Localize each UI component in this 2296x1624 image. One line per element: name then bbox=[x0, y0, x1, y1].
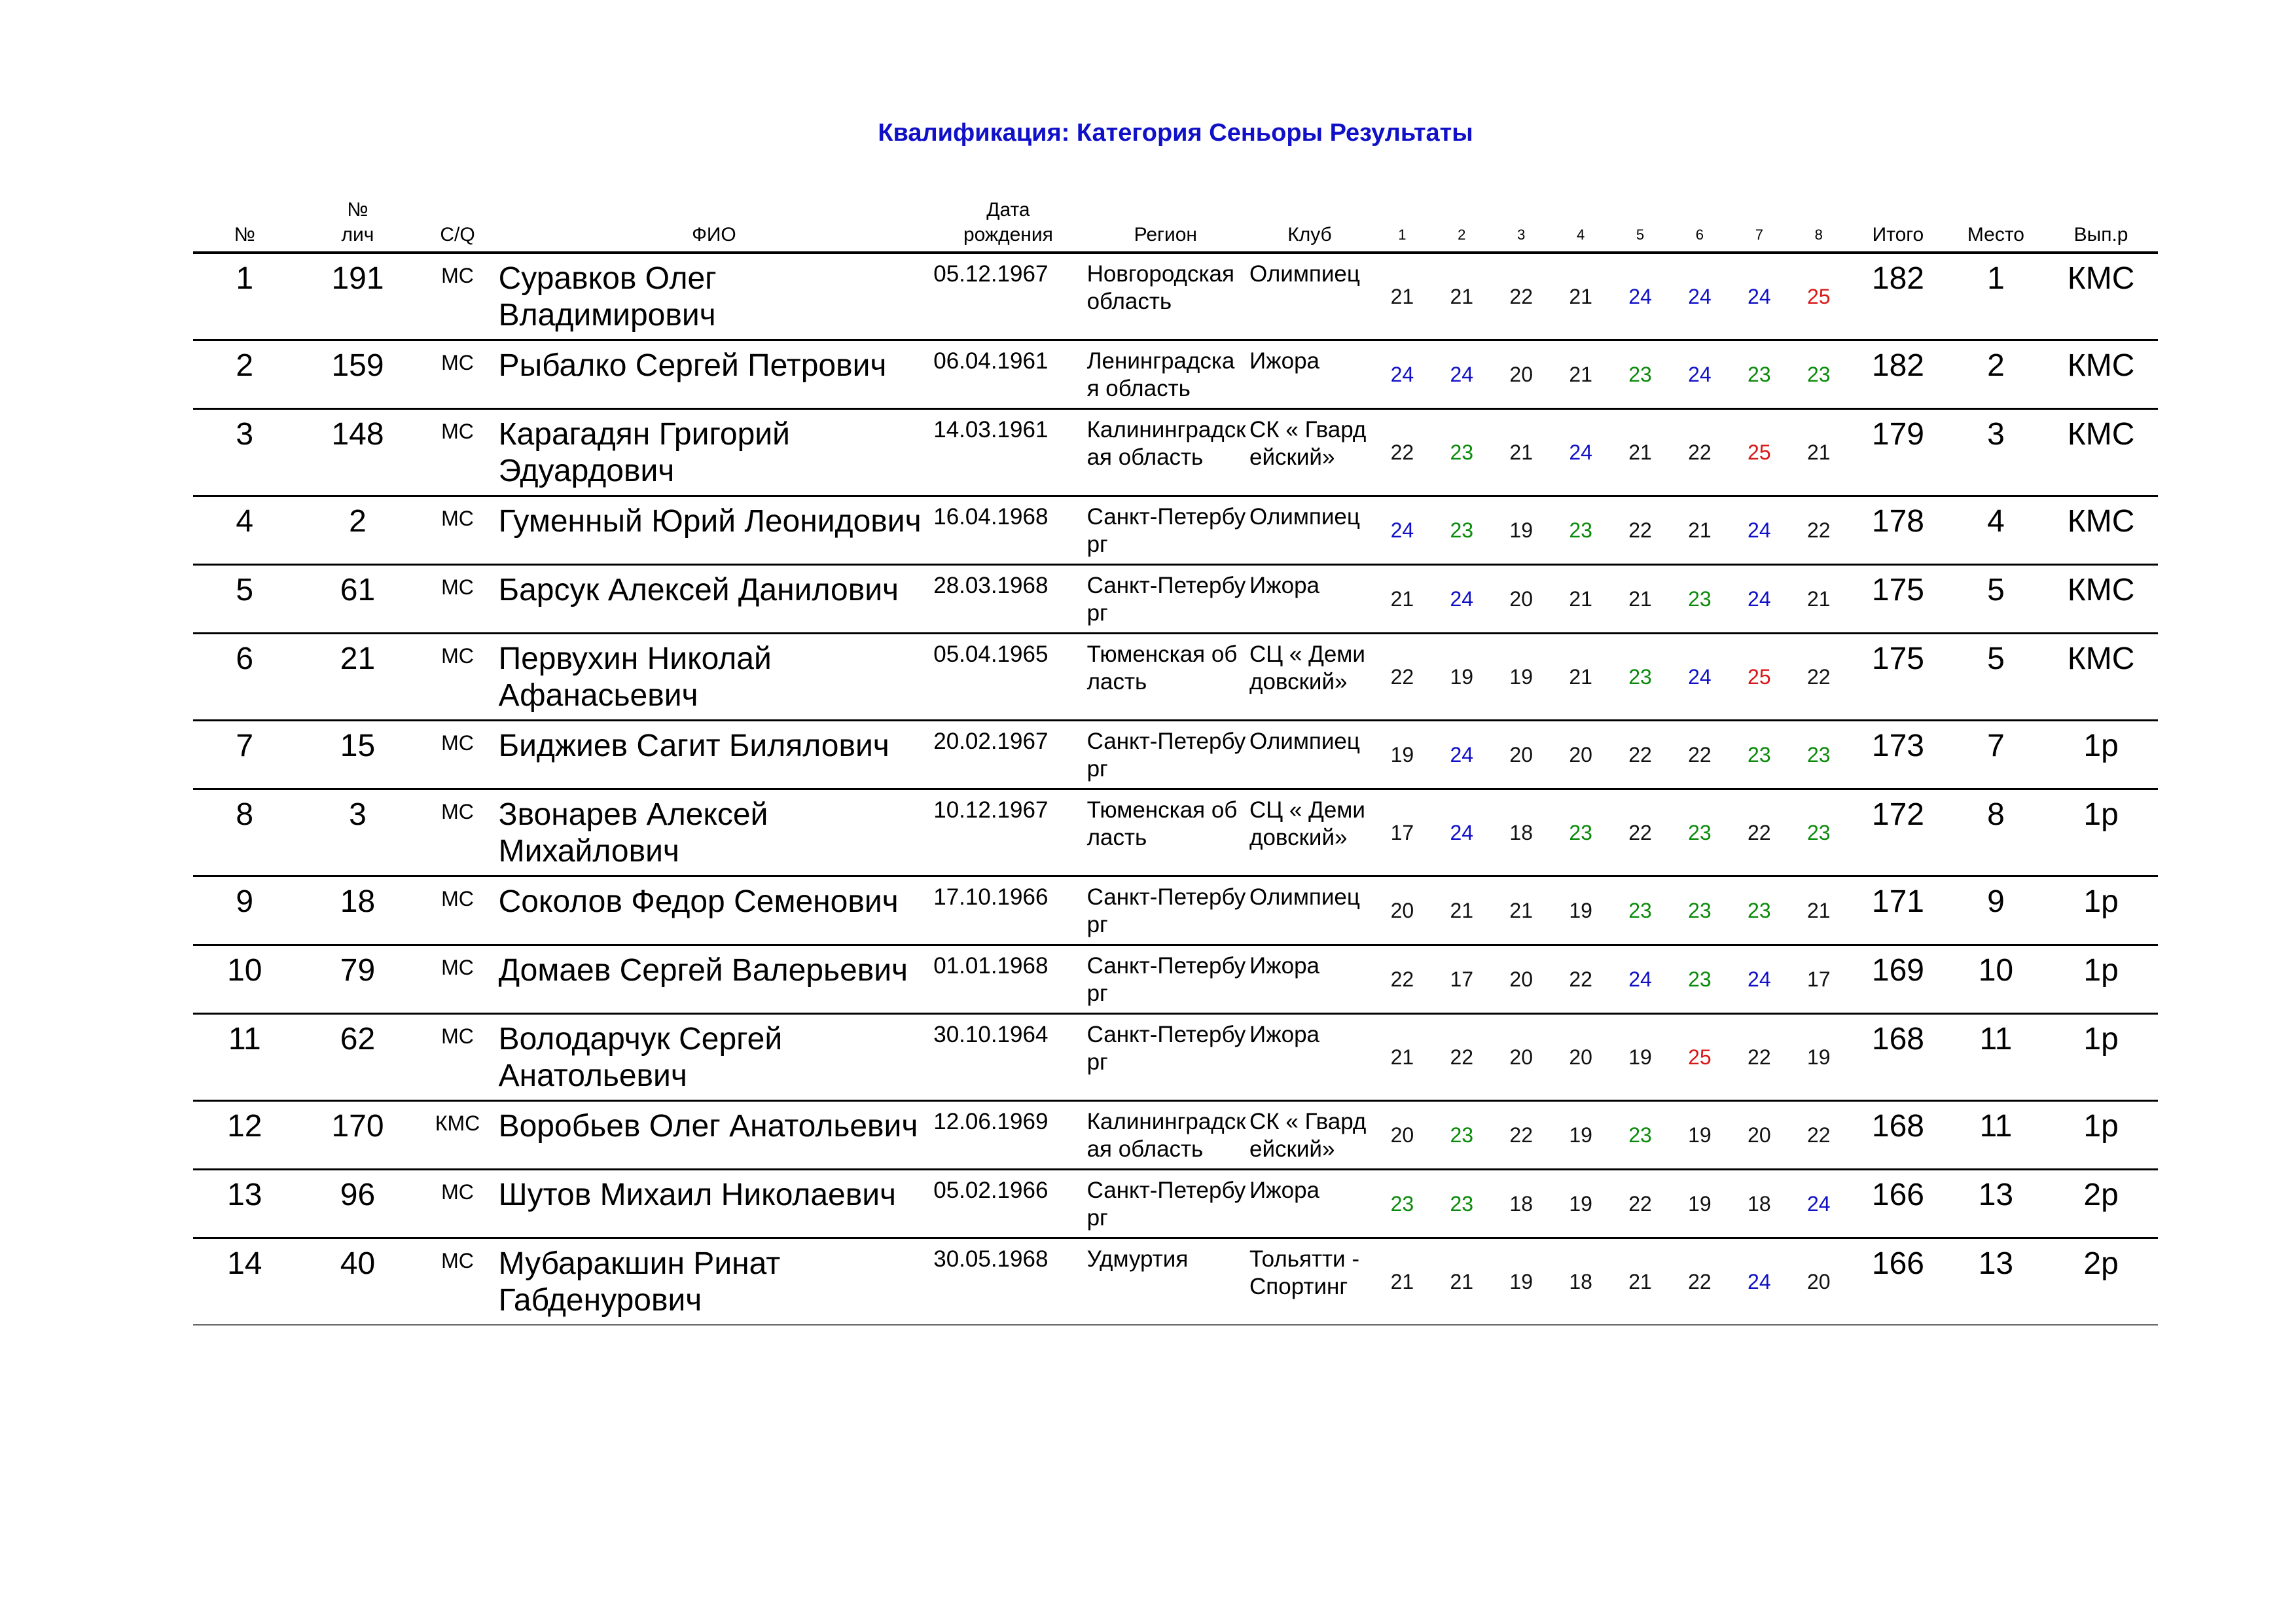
row-region: Санкт-Петербург bbox=[1085, 721, 1247, 789]
row-shot-1: 19 bbox=[1372, 721, 1432, 789]
row-shot-6: 23 bbox=[1670, 876, 1729, 945]
row-shot-4: 22 bbox=[1551, 945, 1611, 1014]
row-shot-2: 22 bbox=[1432, 1014, 1492, 1101]
row-shot-2: 19 bbox=[1432, 634, 1492, 721]
table-row bbox=[193, 789, 2158, 876]
row-club: СЦ « Демидовский» bbox=[1247, 789, 1372, 876]
results-table bbox=[193, 194, 2158, 1326]
row-shot-4: 24 bbox=[1551, 409, 1611, 496]
row-lic: 15 bbox=[296, 721, 420, 789]
row-shot-6: 23 bbox=[1670, 565, 1729, 634]
header-shot-7: 7 bbox=[1729, 194, 1789, 253]
table-row bbox=[193, 1014, 2158, 1101]
row-shot-3: 21 bbox=[1492, 876, 1551, 945]
row-shot-4: 20 bbox=[1551, 1014, 1611, 1101]
row-shot-8: 22 bbox=[1789, 1101, 1848, 1170]
row-place: 13 bbox=[1948, 1238, 2044, 1326]
row-region: Калининградская область bbox=[1085, 409, 1247, 496]
row-place: 2 bbox=[1948, 340, 2044, 409]
row-num: 3 bbox=[193, 409, 296, 496]
row-cq: МС bbox=[419, 409, 495, 496]
row-place: 11 bbox=[1948, 1101, 2044, 1170]
row-shot-8: 22 bbox=[1789, 634, 1848, 721]
row-shot-8: 24 bbox=[1789, 1170, 1848, 1238]
row-lic: 79 bbox=[296, 945, 420, 1014]
page-title: Квалификация: Категория Сеньоры Результаты bbox=[878, 119, 1473, 147]
row-shot-7: 22 bbox=[1729, 1014, 1789, 1101]
row-num: 7 bbox=[193, 721, 296, 789]
row-shot-4: 20 bbox=[1551, 721, 1611, 789]
row-cq: МС bbox=[419, 634, 495, 721]
row-place: 3 bbox=[1948, 409, 2044, 496]
row-rank: 1р bbox=[2044, 876, 2158, 945]
row-lic: 159 bbox=[296, 340, 420, 409]
row-shot-2: 24 bbox=[1432, 340, 1492, 409]
header-club: Клуб bbox=[1247, 194, 1372, 253]
row-shot-1: 17 bbox=[1372, 789, 1432, 876]
row-place: 9 bbox=[1948, 876, 2044, 945]
row-shot-5: 19 bbox=[1611, 1014, 1670, 1101]
row-num: 9 bbox=[193, 876, 296, 945]
row-shot-8: 21 bbox=[1789, 876, 1848, 945]
row-region: Санкт-Петербург bbox=[1085, 1170, 1247, 1238]
row-dob: 28.03.1968 bbox=[932, 565, 1084, 634]
row-shot-6: 22 bbox=[1670, 1238, 1729, 1326]
row-rank: КМС bbox=[2044, 253, 2158, 340]
row-shot-8: 23 bbox=[1789, 721, 1848, 789]
row-rank: КМС bbox=[2044, 496, 2158, 565]
row-lic: 40 bbox=[296, 1238, 420, 1326]
row-rank: КМС bbox=[2044, 409, 2158, 496]
header-row bbox=[193, 194, 2158, 253]
row-club: Ижора bbox=[1247, 1014, 1372, 1101]
row-shot-4: 21 bbox=[1551, 565, 1611, 634]
row-fio: Гуменный Юрий Леонидович bbox=[496, 496, 933, 565]
row-shot-4: 23 bbox=[1551, 496, 1611, 565]
row-place: 1 bbox=[1948, 253, 2044, 340]
row-cq: МС bbox=[419, 789, 495, 876]
row-shot-4: 18 bbox=[1551, 1238, 1611, 1326]
row-club: Олимпиец bbox=[1247, 496, 1372, 565]
row-shot-8: 21 bbox=[1789, 565, 1848, 634]
header-cq: С/Q bbox=[419, 194, 495, 253]
row-shot-6: 23 bbox=[1670, 945, 1729, 1014]
header-lic: № лич bbox=[296, 194, 420, 253]
row-total: 175 bbox=[1848, 565, 1948, 634]
row-rank: 2р bbox=[2044, 1238, 2158, 1326]
row-shot-8: 23 bbox=[1789, 789, 1848, 876]
row-shot-5: 22 bbox=[1611, 789, 1670, 876]
row-shot-8: 20 bbox=[1789, 1238, 1848, 1326]
table-row bbox=[193, 634, 2158, 721]
row-num: 14 bbox=[193, 1238, 296, 1326]
row-num: 2 bbox=[193, 340, 296, 409]
row-region: Санкт-Петербург bbox=[1085, 945, 1247, 1014]
row-total: 179 bbox=[1848, 409, 1948, 496]
row-shot-7: 25 bbox=[1729, 634, 1789, 721]
row-total: 182 bbox=[1848, 253, 1948, 340]
row-shot-5: 22 bbox=[1611, 1170, 1670, 1238]
row-club: Тольятти - Спортинг bbox=[1247, 1238, 1372, 1326]
row-total: 168 bbox=[1848, 1014, 1948, 1101]
row-fio: Володарчук Сергей Анатольевич bbox=[496, 1014, 933, 1101]
row-club: Олимпиец bbox=[1247, 721, 1372, 789]
row-shot-6: 24 bbox=[1670, 340, 1729, 409]
row-dob: 20.02.1967 bbox=[932, 721, 1084, 789]
row-total: 175 bbox=[1848, 634, 1948, 721]
row-place: 5 bbox=[1948, 565, 2044, 634]
row-num: 8 bbox=[193, 789, 296, 876]
row-club: СК « Гвардейский» bbox=[1247, 409, 1372, 496]
table-row bbox=[193, 876, 2158, 945]
row-shot-4: 21 bbox=[1551, 253, 1611, 340]
header-rank: Вып.р bbox=[2044, 194, 2158, 253]
row-shot-6: 23 bbox=[1670, 789, 1729, 876]
row-dob: 05.02.1966 bbox=[932, 1170, 1084, 1238]
row-shot-3: 19 bbox=[1492, 496, 1551, 565]
table-row bbox=[193, 1238, 2158, 1326]
row-dob: 30.10.1964 bbox=[932, 1014, 1084, 1101]
row-cq: МС bbox=[419, 1238, 495, 1326]
row-shot-8: 22 bbox=[1789, 496, 1848, 565]
row-place: 10 bbox=[1948, 945, 2044, 1014]
header-fio: ФИО bbox=[496, 194, 933, 253]
row-cq: МС bbox=[419, 1014, 495, 1101]
row-rank: 1р bbox=[2044, 721, 2158, 789]
header-total: Итого bbox=[1848, 194, 1948, 253]
header-shot-1: 1 bbox=[1372, 194, 1432, 253]
row-region: Санкт-Петербург bbox=[1085, 496, 1247, 565]
row-cq: МС bbox=[419, 721, 495, 789]
row-shot-7: 24 bbox=[1729, 253, 1789, 340]
row-total: 182 bbox=[1848, 340, 1948, 409]
row-fio: Первухин Николай Афанасьевич bbox=[496, 634, 933, 721]
row-region: Тюменская область bbox=[1085, 634, 1247, 721]
row-shot-3: 19 bbox=[1492, 1238, 1551, 1326]
row-num: 4 bbox=[193, 496, 296, 565]
header-shot-6: 6 bbox=[1670, 194, 1729, 253]
row-cq: КМС bbox=[419, 1101, 495, 1170]
row-lic: 61 bbox=[296, 565, 420, 634]
row-shot-5: 24 bbox=[1611, 945, 1670, 1014]
row-total: 172 bbox=[1848, 789, 1948, 876]
row-shot-6: 24 bbox=[1670, 253, 1729, 340]
row-lic: 170 bbox=[296, 1101, 420, 1170]
row-fio: Соколов Федор Семенович bbox=[496, 876, 933, 945]
row-shot-7: 24 bbox=[1729, 496, 1789, 565]
row-club: Ижора bbox=[1247, 1170, 1372, 1238]
row-shot-1: 22 bbox=[1372, 409, 1432, 496]
row-dob: 01.01.1968 bbox=[932, 945, 1084, 1014]
row-rank: КМС bbox=[2044, 634, 2158, 721]
row-shot-2: 24 bbox=[1432, 789, 1492, 876]
row-fio: Карагадян Григорий Эдуардович bbox=[496, 409, 933, 496]
row-total: 166 bbox=[1848, 1238, 1948, 1326]
row-shot-2: 21 bbox=[1432, 1238, 1492, 1326]
row-shot-1: 24 bbox=[1372, 496, 1432, 565]
row-shot-4: 19 bbox=[1551, 876, 1611, 945]
row-shot-5: 22 bbox=[1611, 496, 1670, 565]
row-total: 168 bbox=[1848, 1101, 1948, 1170]
row-rank: КМС bbox=[2044, 340, 2158, 409]
row-fio: Биджиев Сагит Билялович bbox=[496, 721, 933, 789]
header-shot-4: 4 bbox=[1551, 194, 1611, 253]
row-shot-6: 22 bbox=[1670, 721, 1729, 789]
row-cq: МС bbox=[419, 876, 495, 945]
row-lic: 3 bbox=[296, 789, 420, 876]
row-club: Ижора bbox=[1247, 565, 1372, 634]
row-num: 6 bbox=[193, 634, 296, 721]
row-total: 169 bbox=[1848, 945, 1948, 1014]
row-shot-2: 21 bbox=[1432, 253, 1492, 340]
row-fio: Мубаракшин Ринат Габденурович bbox=[496, 1238, 933, 1326]
row-shot-3: 22 bbox=[1492, 253, 1551, 340]
row-lic: 148 bbox=[296, 409, 420, 496]
row-shot-8: 23 bbox=[1789, 340, 1848, 409]
row-shot-4: 19 bbox=[1551, 1170, 1611, 1238]
header-shot-3: 3 bbox=[1492, 194, 1551, 253]
row-shot-1: 21 bbox=[1372, 1014, 1432, 1101]
row-shot-5: 21 bbox=[1611, 1238, 1670, 1326]
row-place: 4 bbox=[1948, 496, 2044, 565]
row-club: Олимпиец bbox=[1247, 253, 1372, 340]
row-shot-5: 21 bbox=[1611, 565, 1670, 634]
row-shot-7: 24 bbox=[1729, 945, 1789, 1014]
row-shot-3: 20 bbox=[1492, 565, 1551, 634]
row-num: 5 bbox=[193, 565, 296, 634]
row-total: 166 bbox=[1848, 1170, 1948, 1238]
header-num: № bbox=[193, 194, 296, 253]
row-place: 5 bbox=[1948, 634, 2044, 721]
row-shot-3: 18 bbox=[1492, 1170, 1551, 1238]
row-dob: 06.04.1961 bbox=[932, 340, 1084, 409]
row-shot-4: 23 bbox=[1551, 789, 1611, 876]
header-shot-8: 8 bbox=[1789, 194, 1848, 253]
row-lic: 2 bbox=[296, 496, 420, 565]
row-shot-8: 17 bbox=[1789, 945, 1848, 1014]
row-shot-3: 20 bbox=[1492, 721, 1551, 789]
row-shot-3: 20 bbox=[1492, 340, 1551, 409]
row-cq: МС bbox=[419, 945, 495, 1014]
row-rank: 1р bbox=[2044, 945, 2158, 1014]
row-lic: 62 bbox=[296, 1014, 420, 1101]
table-row bbox=[193, 409, 2158, 496]
row-shot-3: 19 bbox=[1492, 634, 1551, 721]
row-region: Удмуртия bbox=[1085, 1238, 1247, 1326]
header-dob: Дата рождения bbox=[932, 194, 1084, 253]
row-dob: 10.12.1967 bbox=[932, 789, 1084, 876]
row-club: СЦ « Демидовский» bbox=[1247, 634, 1372, 721]
row-shot-2: 23 bbox=[1432, 496, 1492, 565]
row-place: 11 bbox=[1948, 1014, 2044, 1101]
row-region: Ленинградская область bbox=[1085, 340, 1247, 409]
row-shot-6: 19 bbox=[1670, 1170, 1729, 1238]
row-num: 1 bbox=[193, 253, 296, 340]
row-dob: 30.05.1968 bbox=[932, 1238, 1084, 1326]
row-shot-1: 20 bbox=[1372, 1101, 1432, 1170]
row-shot-7: 25 bbox=[1729, 409, 1789, 496]
row-club: Ижора bbox=[1247, 340, 1372, 409]
row-club: Олимпиец bbox=[1247, 876, 1372, 945]
row-cq: МС bbox=[419, 340, 495, 409]
row-shot-2: 24 bbox=[1432, 565, 1492, 634]
row-total: 178 bbox=[1848, 496, 1948, 565]
row-num: 12 bbox=[193, 1101, 296, 1170]
row-shot-1: 22 bbox=[1372, 634, 1432, 721]
table-row bbox=[193, 1101, 2158, 1170]
row-shot-2: 17 bbox=[1432, 945, 1492, 1014]
row-shot-3: 22 bbox=[1492, 1101, 1551, 1170]
row-shot-1: 20 bbox=[1372, 876, 1432, 945]
row-shot-4: 19 bbox=[1551, 1101, 1611, 1170]
row-rank: КМС bbox=[2044, 565, 2158, 634]
row-shot-7: 24 bbox=[1729, 565, 1789, 634]
row-club: Ижора bbox=[1247, 945, 1372, 1014]
row-shot-5: 21 bbox=[1611, 409, 1670, 496]
row-shot-1: 21 bbox=[1372, 1238, 1432, 1326]
row-shot-7: 22 bbox=[1729, 789, 1789, 876]
row-cq: МС bbox=[419, 565, 495, 634]
row-shot-8: 25 bbox=[1789, 253, 1848, 340]
row-shot-7: 23 bbox=[1729, 721, 1789, 789]
table-row bbox=[193, 945, 2158, 1014]
row-shot-1: 21 bbox=[1372, 565, 1432, 634]
row-fio: Барсук Алексей Данилович bbox=[496, 565, 933, 634]
row-club: СК « Гвардейский» bbox=[1247, 1101, 1372, 1170]
row-lic: 191 bbox=[296, 253, 420, 340]
row-shot-5: 23 bbox=[1611, 1101, 1670, 1170]
row-shot-5: 23 bbox=[1611, 876, 1670, 945]
row-shot-2: 23 bbox=[1432, 409, 1492, 496]
header-shot-2: 2 bbox=[1432, 194, 1492, 253]
row-fio: Домаев Сергей Валерьевич bbox=[496, 945, 933, 1014]
row-region: Санкт-Петербург bbox=[1085, 1014, 1247, 1101]
row-place: 13 bbox=[1948, 1170, 2044, 1238]
row-shot-7: 18 bbox=[1729, 1170, 1789, 1238]
row-shot-7: 23 bbox=[1729, 340, 1789, 409]
row-rank: 1р bbox=[2044, 789, 2158, 876]
row-total: 173 bbox=[1848, 721, 1948, 789]
row-shot-1: 21 bbox=[1372, 253, 1432, 340]
row-rank: 2р bbox=[2044, 1170, 2158, 1238]
row-dob: 14.03.1961 bbox=[932, 409, 1084, 496]
row-shot-2: 24 bbox=[1432, 721, 1492, 789]
row-num: 10 bbox=[193, 945, 296, 1014]
row-shot-7: 23 bbox=[1729, 876, 1789, 945]
row-num: 11 bbox=[193, 1014, 296, 1101]
row-shot-6: 24 bbox=[1670, 634, 1729, 721]
row-rank: 1р bbox=[2044, 1014, 2158, 1101]
row-shot-6: 21 bbox=[1670, 496, 1729, 565]
table-row bbox=[193, 565, 2158, 634]
row-lic: 96 bbox=[296, 1170, 420, 1238]
row-fio: Звонарев Алексей Михайлович bbox=[496, 789, 933, 876]
row-shot-6: 25 bbox=[1670, 1014, 1729, 1101]
row-num: 13 bbox=[193, 1170, 296, 1238]
row-region: Санкт-Петербург bbox=[1085, 565, 1247, 634]
row-dob: 05.04.1965 bbox=[932, 634, 1084, 721]
header-region: Регион bbox=[1085, 194, 1247, 253]
row-lic: 18 bbox=[296, 876, 420, 945]
row-shot-1: 23 bbox=[1372, 1170, 1432, 1238]
table-row bbox=[193, 340, 2158, 409]
row-shot-2: 23 bbox=[1432, 1101, 1492, 1170]
header-shot-5: 5 bbox=[1611, 194, 1670, 253]
row-dob: 05.12.1967 bbox=[932, 253, 1084, 340]
row-shot-2: 23 bbox=[1432, 1170, 1492, 1238]
row-cq: МС bbox=[419, 496, 495, 565]
row-dob: 12.06.1969 bbox=[932, 1101, 1084, 1170]
row-shot-4: 21 bbox=[1551, 634, 1611, 721]
row-shot-6: 19 bbox=[1670, 1101, 1729, 1170]
row-fio: Воробьев Олег Анатольевич bbox=[496, 1101, 933, 1170]
row-cq: МС bbox=[419, 253, 495, 340]
row-total: 171 bbox=[1848, 876, 1948, 945]
row-fio: Суравков Олег Владимирович bbox=[496, 253, 933, 340]
row-shot-5: 22 bbox=[1611, 721, 1670, 789]
row-dob: 17.10.1966 bbox=[932, 876, 1084, 945]
row-fio: Шутов Михаил Николаевич bbox=[496, 1170, 933, 1238]
row-shot-7: 20 bbox=[1729, 1101, 1789, 1170]
row-shot-5: 24 bbox=[1611, 253, 1670, 340]
row-shot-1: 24 bbox=[1372, 340, 1432, 409]
row-shot-2: 21 bbox=[1432, 876, 1492, 945]
row-shot-7: 24 bbox=[1729, 1238, 1789, 1326]
row-dob: 16.04.1968 bbox=[932, 496, 1084, 565]
row-fio: Рыбалко Сергей Петрович bbox=[496, 340, 933, 409]
row-shot-1: 22 bbox=[1372, 945, 1432, 1014]
row-place: 8 bbox=[1948, 789, 2044, 876]
header-place: Место bbox=[1948, 194, 2044, 253]
row-shot-4: 21 bbox=[1551, 340, 1611, 409]
row-region: Санкт-Петербург bbox=[1085, 876, 1247, 945]
row-cq: МС bbox=[419, 1170, 495, 1238]
row-lic: 21 bbox=[296, 634, 420, 721]
table-row bbox=[193, 721, 2158, 789]
table-row bbox=[193, 496, 2158, 565]
table-row bbox=[193, 253, 2158, 340]
row-place: 7 bbox=[1948, 721, 2044, 789]
row-region: Новгородская область bbox=[1085, 253, 1247, 340]
row-region: Тюменская область bbox=[1085, 789, 1247, 876]
row-shot-3: 20 bbox=[1492, 1014, 1551, 1101]
table-row bbox=[193, 1170, 2158, 1238]
row-shot-3: 18 bbox=[1492, 789, 1551, 876]
results-body bbox=[193, 253, 2158, 1325]
row-shot-6: 22 bbox=[1670, 409, 1729, 496]
row-rank: 1р bbox=[2044, 1101, 2158, 1170]
row-shot-3: 21 bbox=[1492, 409, 1551, 496]
row-shot-5: 23 bbox=[1611, 340, 1670, 409]
row-shot-5: 23 bbox=[1611, 634, 1670, 721]
row-region: Калининградская область bbox=[1085, 1101, 1247, 1170]
row-shot-3: 20 bbox=[1492, 945, 1551, 1014]
row-shot-8: 21 bbox=[1789, 409, 1848, 496]
row-shot-8: 19 bbox=[1789, 1014, 1848, 1101]
